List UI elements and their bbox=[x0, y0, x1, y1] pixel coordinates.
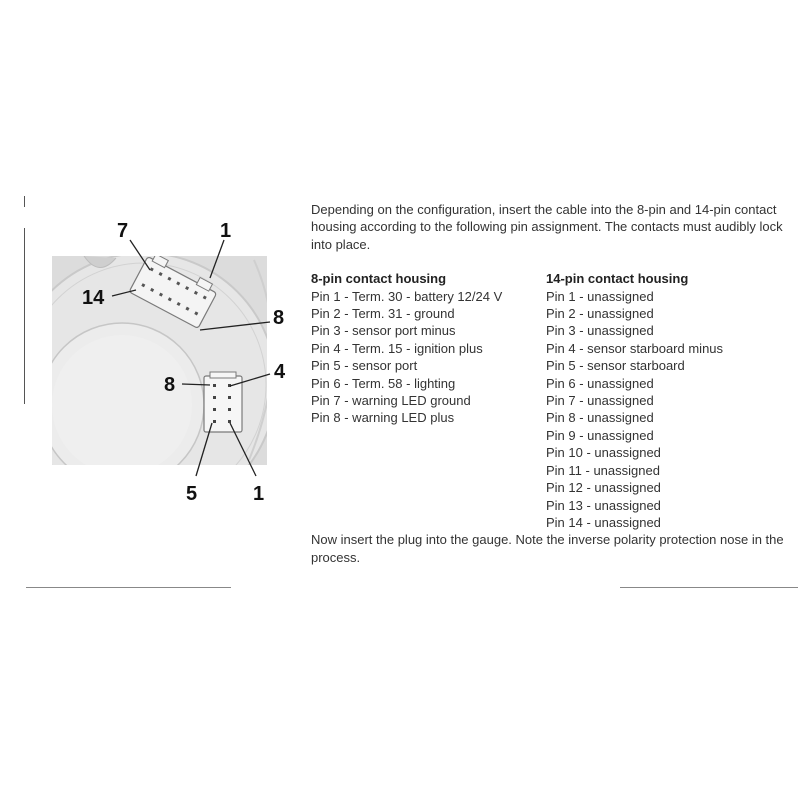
closing-paragraph: Now insert the plug into the gauge. Note the inverse polarity protection nose in the process. bbox=[311, 532, 784, 565]
pin-14-row: Pin 12 - unassigned bbox=[546, 480, 661, 496]
callout-7: 7 bbox=[117, 220, 129, 242]
housing-8-title: 8-pin contact housing bbox=[311, 271, 447, 287]
callout-8-right: 8 bbox=[273, 307, 285, 329]
pin-14-row: Pin 7 - unassigned bbox=[546, 393, 654, 409]
callout-8-left: 8 bbox=[164, 374, 176, 396]
pin-14-row: Pin 13 - unassigned bbox=[546, 497, 661, 513]
pin-14-row: Pin 2 - unassigned bbox=[546, 306, 654, 322]
pin-8-row: Pin 2 - Term. 31 - ground bbox=[311, 306, 455, 322]
pin-14-row: Pin 4 - sensor starboard minus bbox=[546, 340, 724, 356]
pin-8-row: Pin 4 - Term. 15 - ignition plus bbox=[311, 340, 483, 356]
pin-14-row: Pin 5 - sensor starboard bbox=[546, 358, 685, 374]
connector-diagram bbox=[24, 200, 300, 520]
callout-1-top: 1 bbox=[220, 220, 232, 242]
instructions bbox=[311, 201, 789, 566]
footer-rule-left bbox=[26, 587, 231, 588]
footer-rule-right bbox=[620, 587, 798, 588]
housing-14-pin bbox=[546, 270, 789, 531]
pin-8-row: Pin 1 - Term. 30 - battery 12/24 V bbox=[311, 288, 503, 304]
pin-assignment bbox=[311, 270, 789, 531]
callout-14: 14 bbox=[82, 287, 105, 309]
pin-14-row: Pin 9 - unassigned bbox=[546, 427, 654, 443]
pin-14-row: Pin 10 - unassigned bbox=[546, 445, 661, 461]
pin-14-row: Pin 11 - unassigned bbox=[546, 462, 660, 478]
pin-14-row: Pin 3 - unassigned bbox=[546, 323, 654, 339]
callout-4: 4 bbox=[274, 361, 286, 383]
callout-1-bottom: 1 bbox=[253, 483, 265, 505]
housing-8-pin bbox=[311, 270, 546, 531]
pin-8-row: Pin 6 - Term. 58 - lighting bbox=[311, 375, 456, 391]
pin-8-row: Pin 7 - warning LED ground bbox=[311, 393, 471, 409]
connector-8-pin bbox=[204, 372, 242, 432]
connector-figure bbox=[24, 200, 300, 520]
pin-8-row: Pin 8 - warning LED plus bbox=[311, 410, 455, 426]
intro-paragraph: Depending on the configuration, insert the cable into the 8-pin and 14-pin contact housing according to the following pin assignment. The contacts must audibly lock into place. bbox=[311, 202, 783, 252]
pin-14-row: Pin 6 - unassigned bbox=[546, 375, 654, 391]
pin-14-row: Pin 1 - unassigned bbox=[546, 288, 654, 304]
housing-14-title: 14-pin contact housing bbox=[546, 271, 689, 287]
pin-14-row: Pin 8 - unassigned bbox=[546, 410, 654, 426]
pin-8-row: Pin 3 - sensor port minus bbox=[311, 323, 456, 339]
pin-14-row: Pin 14 - unassigned bbox=[546, 514, 661, 530]
pin-8-row: Pin 5 - sensor port bbox=[311, 358, 418, 374]
callout-5: 5 bbox=[186, 483, 198, 505]
